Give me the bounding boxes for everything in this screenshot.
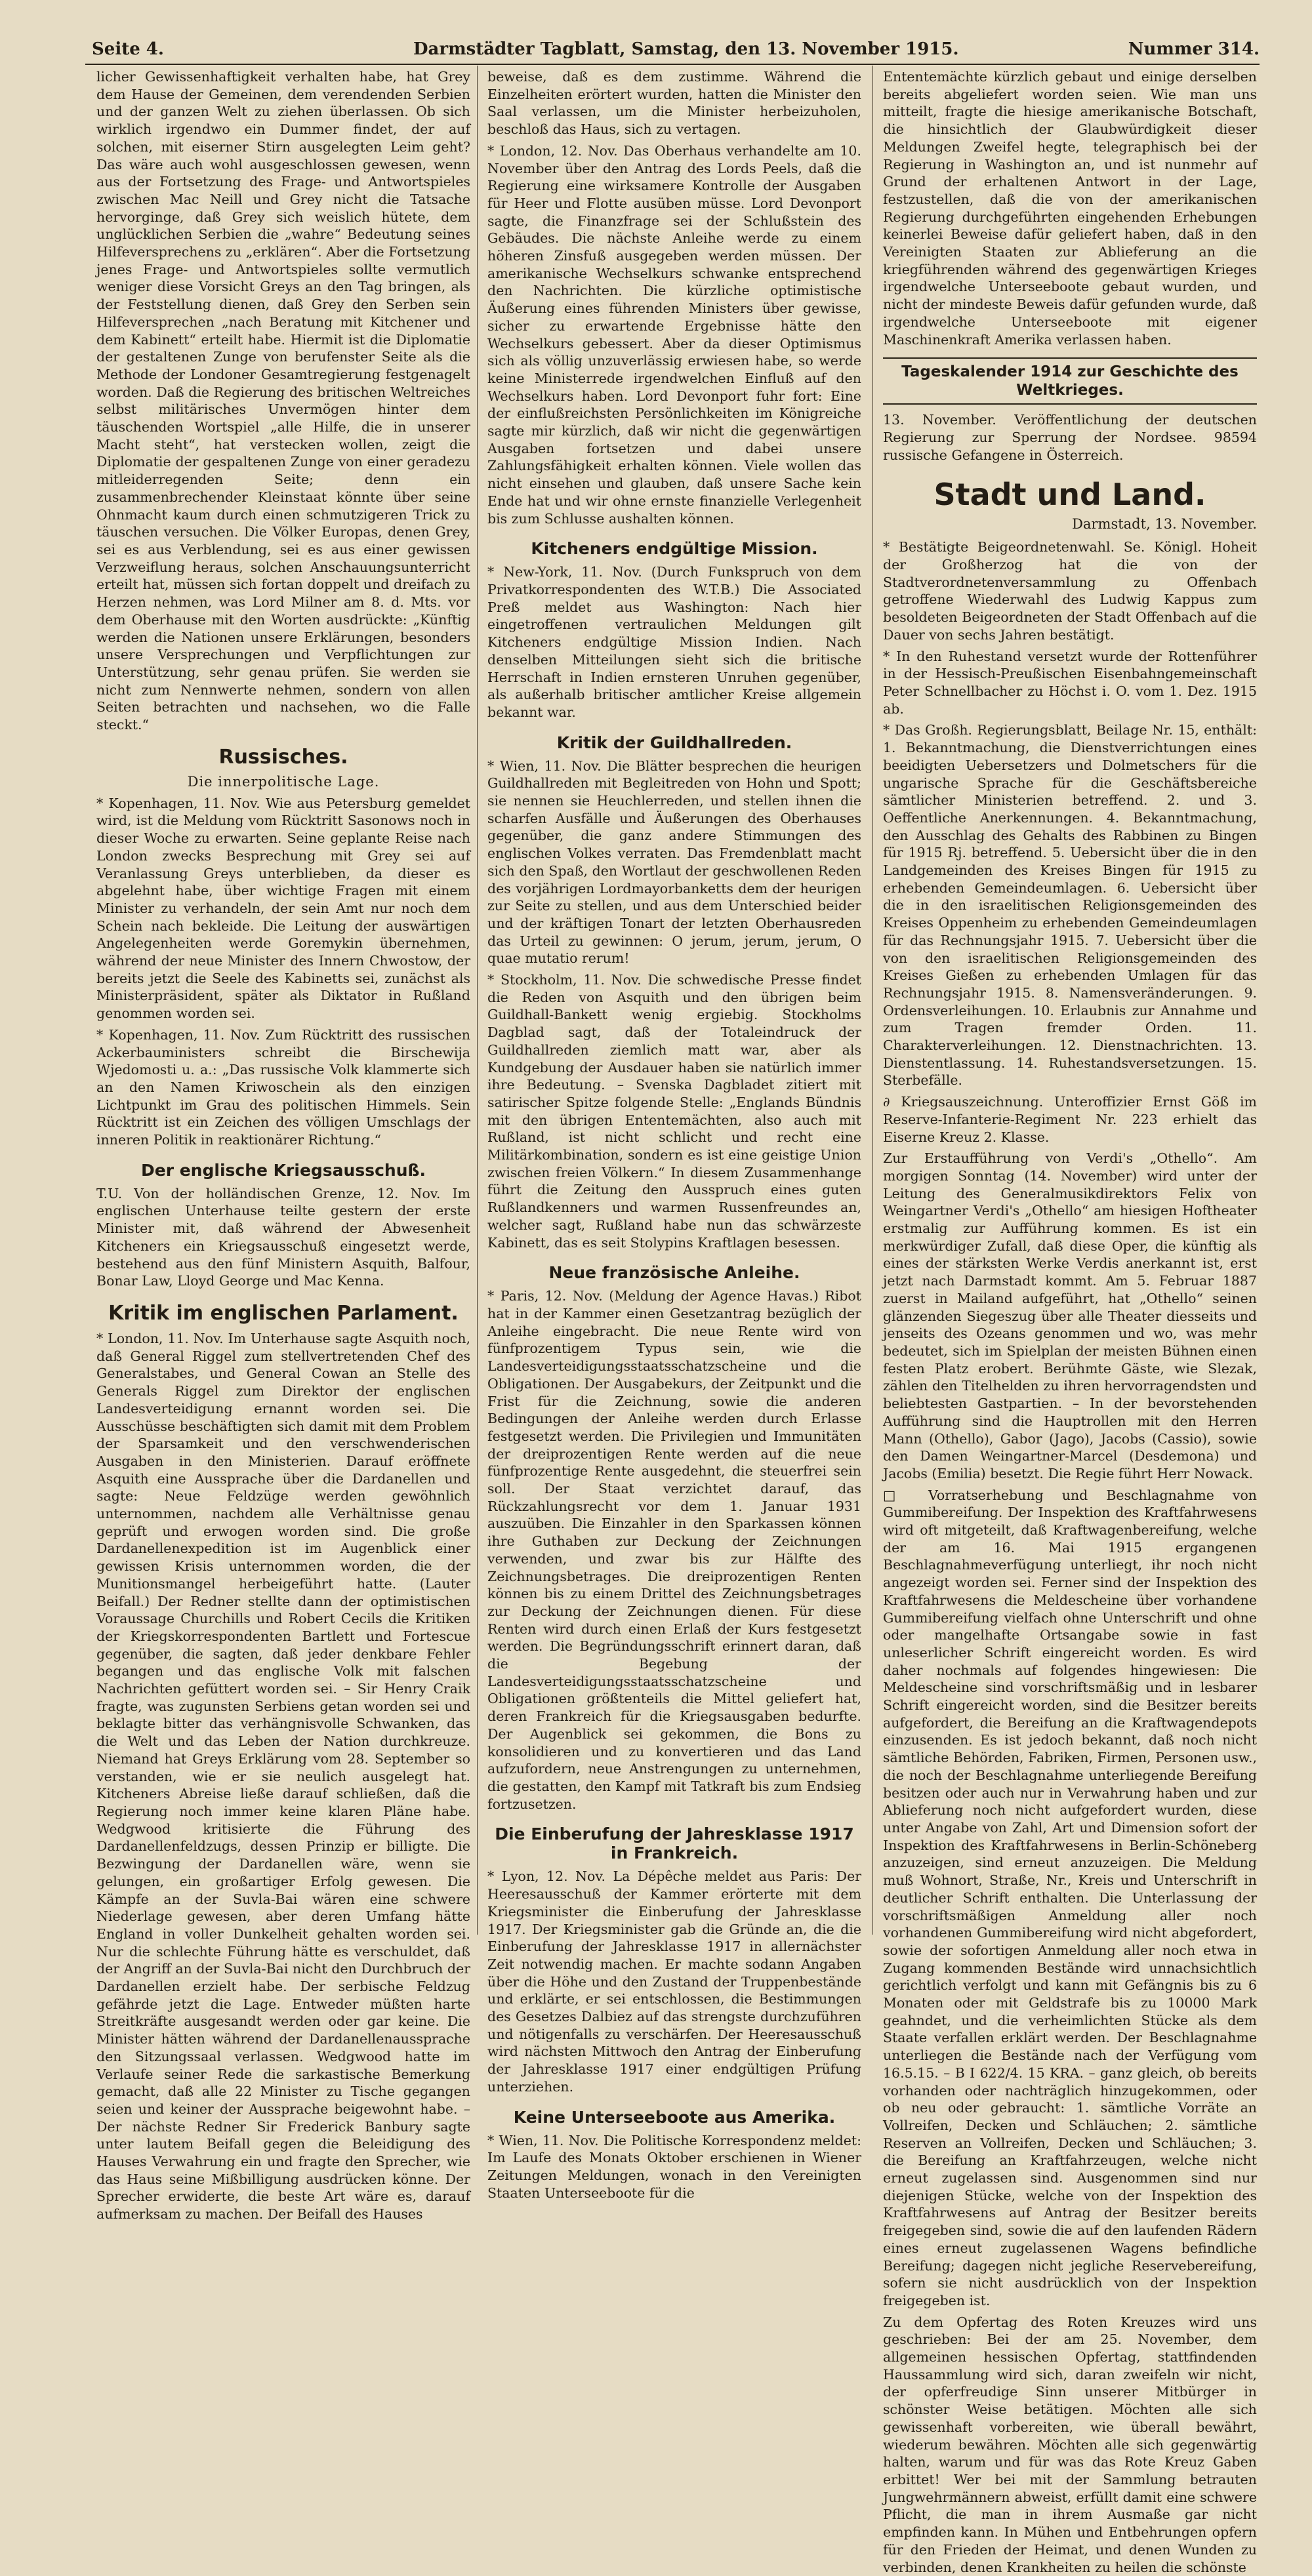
article-oberhaus: * London, 12. Nov. Das Oberhaus verhandelte am 10. November über den Antrag des Lords Peels, daß die Regierung eine wirksamere Kontrolle der Ausgaben für Heer und Flotte ausüben müsse. Lord Devonport sagte, die Finanzfrage sei der Schlußstein des Gebäudes. Die nächste Anleihe werde zu einem höheren Zinsfuß ausgegeben werden müssen. Der amerikanische Wechselkurs schwanke entsprechend den Nachrichten. Die kürzliche optimistische Äußerung eines führenden Ministers über gewisse, sicher zu erwartende Ergebnisse hätte den Wechselkurs gebessert. Aber da dieser Optimismus sich als völlig unzuverlässig erwiesen habe, so werde keine Ministerrede irgendwelchen Einfluß auf den Wechselkurs haben. Lord Devonport fuhr fort: Eine der einflußreichsten Persönlichkeiten im Königreiche sagte mir kürzlich, daß wir nicht die gegenwärtigen Ausgaben fortsetzen und dabei unsere Zahlungsfähigkeit erhalten können. Viele wollen das nicht einsehen und glauben, daß unsere Sache kein Ende hat und wir ohne ernste finanzielle Verlegenheit bis zum Schlusse aushalten können. <box>487 142 861 527</box>
heading-russisches: Russisches. <box>218 745 348 769</box>
tageskalender-heading: Tageskalender 1914 zur Geschichte des Weltkrieges. <box>883 357 1257 405</box>
column-2 <box>487 68 861 2201</box>
masthead-line: Darmstädter Tagblatt, Samstag, den 13. November 1915. <box>413 39 959 59</box>
column-divider-2 <box>872 66 873 1935</box>
article-unterseeboote: * Wien, 11. Nov. Die Politische Korrespondenz meldet: Im Laufe des Monats Oktober erschienen in Wiener Zeitungen Meldungen, wonach in den Vereinigten Staaten Unterseeboote für die <box>487 2132 861 2201</box>
heading-guildhallreden: Kritik der Guildhallreden. <box>556 733 792 752</box>
dateline-darmstadt: Darmstadt, 13. November. <box>1072 516 1257 533</box>
heading-stadt-und-land: Stadt und Land. <box>933 477 1206 513</box>
column-divider-1 <box>477 66 478 1935</box>
page-number: Seite 4. <box>92 39 164 59</box>
tageskalender-entry: 13. November. Veröffentlichung der deutschen Regierung zur Sperrung der Nordsee. 98594 russische Gefangene in Österreich. <box>883 412 1257 463</box>
article-paris-anleihe: * Paris, 12. Nov. (Meldung der Agence Havas.) Ribot hat in der Kammer einen Gesetzantrag bezüglich der Anleihe eingebracht. Die neue Rente wird von fünfprozentigem Typus sein, wie die Landesverteidigungsstaatsschatzscheine und die Obligationen. Der Ausgabekurs, der Zeitpunkt und die Frist für die Zeichnung, sowie die anderen Bedingungen der Anleihe werden durch Erlasse festgesetzt werden. Die Privilegien und Immunitäten der dreiprozentigen Rente werden auf die neue fünfprozentige Rente ausgedehnt, die steuerfrei sein soll. Der Staat verzichtet darauf, das Rückzahlungsrecht vor dem 1. Januar 1931 auszuüben. Die Einzahler in den Sparkassen können ihre Guthaben zur Deckung der Zeichnungen verwenden, und zwar bis zur Hälfte des Zeichnungsbetrages. Die dreiprozentigen Renten können bis zu einem Drittel des Zeichnungsbetrages zur Deckung der Zeichnungen dienen. Für diese Renten wird durch einen Erlaß der Kurs festgesetzt werden. Die Begründungsschrift erinnert daran, daß die Begebung der Landesverteidigungsstaatsschatzscheine und Obligationen größtenteils die Mittel geliefert hat, deren Frankreich für die Kriegsausgaben bedurfte. Der Augenblick sei gekommen, die Bons zu konsolidieren und zu konvertieren und das Land aufzufordern, neue Anstrengungen zu unternehmen, die gestatten, den Kampf mit Tatkraft bis zum Endsieg fortzusetzen. <box>487 1288 861 1812</box>
article-kitcheners-mission: * New-York, 11. Nov. (Durch Funkspruch von dem Privatkorrespondenten des W.T.B.) Die Associated Preß meldet aus Washington: Nach hier eingetroffenen vertraulichen Meldungen gilt Kitcheners endgültige Mission Indien. Nach denselben Mitteilungen sieht sich die britische Herrschaft in Indien ernsteren Unruhen gegenüber, als außerhalb britischer amtlicher Kreise allgemein bekannt war. <box>487 564 861 720</box>
column-3 <box>883 68 1257 2575</box>
page-header <box>92 34 1260 64</box>
heading-unterseeboote: Keine Unterseeboote aus Amerika. <box>513 2107 836 2127</box>
article-wien-guildhall: * Wien, 11. Nov. Die Blätter besprechen die heurigen Guildhallreden mit Begleitreden von Hohn und Spott; sie nennen sie Heuchlerreden, und stellen ihnen die scharfen Ausfälle und Äußerungen des Oberhauses gegenüber, die ganz andere Stimmungen des englischen Volkes verraten. Das Fremdenblatt macht sich den Spaß, den Wortlaut der geschwollenen Reden des vorjährigen Lordmayorbanketts dem der heurigen zur Seite zu stellen, und aus dem Unterschied beider und der kräftigen Tonart der letzten Oberhausreden das Urteil zu gewinnen: O jerum, jerum, jerum, O quae mutatio rerum! <box>487 757 861 967</box>
article-stockholm: * Stockholm, 11. Nov. Die schwedische Presse findet die Reden von Asquith und den übrigen beim Guildhall-Bankett wenig ergiebig. Stockholms Dagblad sagt, daß der Totaleindruck der Guildhallreden ziemlich matt war, aber als Kundgebung der Ausdauer haben sie natürlich immer ihre Bedeutung. – Svenska Dagbladet zitiert mit satirischer Spitze folgende Stelle: „Englands Bündnis mit den übrigen Ententemächten, also auch mit Rußland, ist nicht schlicht und recht eine Militärkombination, sondern es ist eine geistige Union zwischen freien Völkern.“ In diesem Zusammenhange führt die Zeitung den Ausspruch eines guten Rußlandkenners und warmen Russenfreundes an, welcher sagt, Rußland habe nun das schwärzeste Kabinett, das es seit Stolypins Kraftlagen besessen. <box>487 972 861 1251</box>
subheading-innerpolitische-lage: Die innerpolitische Lage. <box>187 773 380 790</box>
article-othello: Zur Erstaufführung von Verdi's „Othello“. Am morgigen Sonntag (14. November) wird unter der Leitung des Generalmusikdirektors Felix von Weingartner Verdi's „Othello“ am hiesigen Hoftheater erstmalig zur Aufführung kommen. Es ist ein merkwürdiger Zufall, daß diese Oper, die künftig als eines der stärksten Werke Verdis anerkannt ist, erst jetzt nach Darmstadt kommt. Am 5. Februar 1887 zuerst in Mailand aufgeführt, hat „Othello“ seinen glänzenden Siegeszug über alle Theater diesseits und jenseits des Ozeans genommen und wo, was mehr bedeutet, sich im Spielplan der meisten Bühnen einen festen Platz erobert. Berühmte Gäste, wie Slezak, zählen den Titelhelden zu ihren hervorragendsten und beliebtesten Gastpartien. – In der bevorstehenden Aufführung sind die Hauptrollen mit den Herren Mann (Othello), Gabor (Jago), Jacobs (Cassio), sowie den Damen Weingartner-Marcel (Desdemona) und Jacobs (Emilia) besetzt. Die Regie führt Herr Nowack. <box>883 1150 1257 1481</box>
heading-jahresklasse: Die Einberufung der Jahresklasse 1917 in Frankreich. <box>495 1824 854 1863</box>
issue-number: Nummer 314. <box>1128 39 1260 59</box>
article-beigeordnetenwahl: * Bestätigte Beigeordnetenwahl. Se. Königl. Hoheit der Großherzog hat die von der Stadtverordnetenversammlung zu Offenbach getroffene Wiederwahl des Ludwig Kappus zum besoldeten Beigeordneten der Stadt Offenbach auf die Dauer von sechs Jahren bestätigt. <box>883 539 1257 643</box>
heading-kriegsausschuss: Der englische Kriegsausschuß. <box>140 1160 426 1180</box>
article-kriegsausschuss: T.U. Von der holländischen Grenze, 12. Nov. Im englischen Unterhause teilte gestern der erste Minister mit, daß während der Abwesenheit Kitcheners ein Kriegsausschuß eingesetzt werde, bestehend aus den fünf Ministern Asquith, Balfour, Bonar Law, Lloyd George und Mac Kenna. <box>96 1185 470 1289</box>
header-rule <box>85 64 1260 65</box>
article-gummibereifung: □ Vorratserhebung und Beschlagnahme von Gummibereifung. Der Inspektion des Kraftfahrwesens wird oft mitgeteilt, daß Kraftwagenbereifung, welche der am 16. Mai 1915 ergangenen Beschlagnahmeverfügung unterliegt, ihr noch nicht angezeigt worden sei. Ferner sind der Inspektion des Kraftfahrwesens die Meldescheine über vorhandene Gummibereifung vielfach ohne Unterschrift und ohne oder mangelhafte Ortsangabe sowie in fast unleserlicher Schrift eingereicht worden. Es wird daher nochmals auf folgendes hingewiesen: Die Meldescheine sind vorschriftsmäßig und in lesbarer Schrift eingereicht worden, sind die Besitzer bereits aufgefordert, die Bereifung an die Kraftwagendepots einzusenden. Es ist jedoch bekannt, daß noch nicht sämtliche Behörden, Fabriken, Firmen, Personen usw., die noch der Beschlagnahme unterliegende Bereifung besitzen oder auch nur in Verwahrung haben und zur Ablieferung noch nicht aufgefordert wurden, diese unter Angabe von Zahl, Art und Dimension sofort der Inspektion des Kraftfahrwesens in Berlin-Schöneberg anzuzeigen, sind erneut anzuzeigen. Die Meldung muß Wohnort, Straße, Nr., Kreis und Unterschrift in deutlicher Schrift enthalten. Die Unterlassung der vorschriftsmäßigen Anmeldung aller noch vorhandenen Gummibereifung wird nicht abgefordert, sowie der sofortigen Anmeldung aller noch etwa in Zugang kommenden Bestände wird unnachsichtlich gerichtlich verfolgt und kann mit Gefängnis bis zu 6 Monaten oder mit Geldstrafe bis zu 10000 Mark geahndet, und die verheimlichten Stücke als dem Staate verfallen erklärt werden. Der Beschlagnahme unterliegen die Bestände nach der Verfügung vom 16.5.15. – B I 622/4. 15 KRA. – ganz gleich, ob bereits vorhanden oder nachträglich hinzugekommen, oder ob neu oder gebraucht: 1. sämtliche Vorräte an Vollreifen, Decken und Schläuchen; 2. sämtliche Reserven an Vollreifen, Decken und Schläuchen; 3. die Bereifung an Kraftfahrzeugen, welche nicht erneut zugelassen sind. Ausgenommen sind nur diejenigen Stücke, welche von der Inspektion des Kraftfahrwesens auf Antrag der Besitzer bereits freigegeben sind, sowie die auf den laufenden Rädern eines erneut zugelassenen Wagens befindliche Bereifung; dagegen nicht jegliche Reservebereifung, sofern sie nicht ausdrücklich von der Inspektion freigegeben ist. <box>883 1487 1257 2308</box>
article-lyon-jahresklasse: * Lyon, 12. Nov. La Dépêche meldet aus Paris: Der Heeresausschuß der Kammer erörterte mit dem Kriegsminister die Einberufung der Jahresklasse 1917. Der Kriegsminister gab die Gründe an, die die Einberufung der Jahresklasse 1917 in allernächster Zeit notwendig machen. Er machte sodann Angaben über die Höhe und den Zustand der Truppenbestände und erklärte, er sei entschlossen, die Bestimmungen des Gesetzes Dalbiez auf das strengste durchzuführen und nötigenfalls zu verschärfen. Der Heeresausschuß wird nächsten Mittwoch den Antrag der Einberufung der Jahresklasse 1917 einer endgültigen Prüfung unterziehen. <box>487 1868 861 2095</box>
column-1 <box>96 68 470 2223</box>
article-beifall-continuation: beweise, daß es dem zustimme. Während die Einzelheiten erörtert wurden, hatten die Minister den Saal verlassen, um die Minister herbeizuholen, beschloß das Haus, sich zu vertagen. <box>487 69 861 138</box>
heading-kitcheners-mission: Kitcheners endgültige Mission. <box>531 539 818 559</box>
article-grey-continuation: licher Gewissenhaftigkeit verhalten habe, hat Grey dem Hause der Gemeinen, dem verendenden Serbien und der ganzen Welt zu ziehen überlassen. Ob sich wirklich irgendwo ein Dummer findet, der auf solchen, mit eiserner Stirn ausgelegten Leim geht? Das wäre auch wohl ausgeschlossen gewesen, wenn aus der Fortsetzung des Frage- und Antwortspieles zwischen Mac Neill und Grey nicht die Tatsache hervorginge, daß Grey sich weislich hütete, dem unglücklichen Serbien die „wahre“ Bedeutung seines Hilfeversprechens zu „erklären“. Aber die Fortsetzung jenes Frage- und Antwortspieles sollte vermutlich weniger diese Vorsicht Greys an den Tag bringen, als der Feststellung dienen, daß Grey den Serben sein Hilfeversprechen „nach Beratung mit Kitchener und dem Kabinett“ erteilt habe. Hiermit ist die Diplomatie der gestaltenen Zunge von berufenster Seite als die Methode der Londoner Gesamtregierung festgenagelt worden. Daß die Regierung des britischen Weltreiches selbst militärisches Unvermögen hinter dem täuschenden Wortspiel „alle Hilfe, die in unserer Macht steht“, hat verstecken wollen, zeigt die Diplomatie der gespaltenen Zunge von einer geradezu mitleiderregenden Seite; denn ein zusammenbrechender Kleinstaat könnte über seine Ohnmacht kaum durch einen schmutzigeren Trick zu täuschen versuchen. Die Völker Europas, denen Grey, sei es aus Verblendung, sei es aus einer gewissen Verzweiflung heraus, solchen Anschauungsunterricht erteilt hat, müssen sich fortan doppelt und dreifach zu Herzen nehmen, was Lord Milner am 8. d. Mts. vor dem Oberhause mit den Worten ausdrückte: „Künftig werden die Nationen unsere Erklärungen, besonders unsere Versprechungen und Verpflichtungen zur Unterstützung, sehr genau prüfen. Sie werden sie nicht zum Nennwerte nehmen, sondern von allen Seiten betrachten und nachsehen, wo die Falle steckt.“ <box>96 69 470 733</box>
heading-franzoesische-anleihe: Neue französische Anleihe. <box>548 1263 800 1283</box>
article-kriegsauszeichnung: ∂ Kriegsauszeichnung. Unteroffizier Ernst Göß im Reserve-Infanterie-Regiment Nr. 223 erhielt das Eiserne Kreuz 2. Klasse. <box>883 1094 1257 1145</box>
article-ruhestand: * In den Ruhestand versetzt wurde der Rottenführer in der Hessisch-Preußischen Eisenbahngemeinschaft Peter Schnellbacher zu Höchst i. O. vom 1. Dez. 1915 ab. <box>883 648 1257 717</box>
article-kopenhagen-1: * Kopenhagen, 11. Nov. Wie aus Petersburg gemeldet wird, ist die Meldung vom Rücktritt Sasonows noch in dieser Woche zu erwarten. Seine geplante Reise nach London zwecks Besprechung mit Grey sei auf Veranlassung Greys unterblieben, da dieser es abgelehnt habe, über wichtige Fragen mit einem Minister zu verhandeln, der sein Amt nur noch dem Schein nach bekleide. Die Leitung der auswärtigen Angelegenheiten werde Goremykin übernehmen, während der neue Minister des Innern Chwostow, der bereits jetzt die Seele des Kabinetts sei, zunächst als Ministerpräsident, später als Diktator in Rußland genommen worden sei. <box>96 795 470 1022</box>
article-regierungsblatt: * Das Großh. Regierungsblatt, Beilage Nr. 15, enthält: 1. Bekanntmachung, die Dienstverrichtungen eines beeidigten Uebersetzers und Dolmetschers für die ungarische Sprache für die Geschäftsbereiche sämtlicher Ministerien betreffend. 2. und 3. Oeffentliche Anerkennungen. 4. Bekanntmachung, den Ausschlag des Gehalts des Rabbinen zu Bingen für 1915 Rj. betreffend. 5. Uebersicht über die in den Landgemeinden des Kreises Bingen für 1915 zu erhebenden Gemeindeumlagen. 6. Uebersicht über die in den israelitischen Religionsgemeinden des Kreises Oppenheim zu erhebenden Gemeindeumlagen für das Rechnungsjahr 1915. 7. Uebersicht über die von den israelitischen Religionsgemeinden des Kreises Gießen zu erhebenden Umlagen für das Rechnungsjahr 1915. 8. Namensveränderungen. 9. Ordensverleihungen. 10. Erlaubnis zur Annahme und zum Tragen fremder Orden. 11. Charakterverleihungen. 12. Dienstnachrichten. 13. Dienstentlassung. 14. Ruhestandsversetzungen. 15. Sterbefälle. <box>883 722 1257 1089</box>
article-unterseeboote-continuation: Ententemächte kürzlich gebaut und einige derselben bereits abgeliefert worden seien. Wie man uns mitteilt, fragte die hiesige amerikanische Botschaft, die hinsichtlich der Glaubwürdigkeit dieser Meldungen Zweifel hegte, telegraphisch bei der Regierung in Washington an, und ist nunmehr auf Grund der erhaltenen Antwort in der Lage, festzustellen, daß die von der amerikanischen Regierung durchgeführten eingehenden Erhebungen keinerlei Beweise dafür geliefert haben, daß in den Vereinigten Staaten zur Ablieferung an die kriegführenden während des gegenwärtigen Krieges irgendwelche Unterseeboote gebaut wurden, und nicht der mindeste Beweis dafür gefunden wurde, daß irgendwelche Unterseeboote mit eigener Maschinenkraft Amerika verlassen haben. <box>883 69 1257 348</box>
article-kritik-parlament: * London, 11. Nov. Im Unterhause sagte Asquith noch, daß General Riggel zum stellvertretenden Chef des Generalstabes, und General Cowan an Stelle des Generals Riggel zum Direktor der englischen Landesverteidigung ernannt worden sei. Die Ausschüsse beschäftigten sich damit mit dem Problem der Sparsamkeit und den verschwenderischen Ausgaben in den Ministerien. Darauf eröffnete Asquith eine Aussprache über die Dardanellen und sagte: Neue Feldzüge werden gewöhnlich unternommen, nachdem alle Verhältnisse genau geprüft und erwogen worden sind. Die große Dardanellenexpedition ist im Augenblick einer gewissen Krisis unternommen worden, die der Munitionsmangel herbeigeführt hatte. (Lauter Beifall.) Der Redner stellte dann der optimistischen Voraussage Churchills und Robert Cecils die Kritiken der Kriegskorrespondenten Bartlett und Fortescue gegenüber, die sagten, daß jeder denkbare Fehler begangen und das englische Volk mit falschen Nachrichten gefüttert worden sei. – Sir Henry Craik fragte, was zugunsten Serbiens getan worden sei und beklagte bitter das verhängnisvolle Schwanken, das die Welt und das Leben der Nation durchkreuze. Niemand hat Greys Erklärung vom 28. September so verstanden, wie er sie neulich ausgelegt hat. Kitcheners Abreise ließe darauf schließen, daß die Regierung noch immer keine klaren Pläne habe. Wedgwood kritisierte die Führung des Dardanellenfeldzugs, dessen Prinzip er billigte. Die Bezwingung der Dardanellen wäre, wenn sie gelungen, ein großartiger Erfolg gewesen. Die Kämpfe an der Suvla-Bai wären eine schwere Niederlage gewesen, aber deren Umfang hätte England in voller Dunkelheit gehalten worden sei. Nur die schlechte Führung hätte es verschuldet, daß der Angriff an der Suvla-Bai nicht den Durchbruch der Dardanellen erzielt habe. Der serbische Feldzug gefährde jetzt die Lage. Entweder müßten harte Streitkräfte ausgesandt werden oder gar keine. Die Minister hätten während der Dardanellenaussprache den Sitzungssaal verlassen. Wedgwood hatte im Verlaufe seiner Rede die sarkastische Bemerkung gemacht, daß alle 22 Minister zu Tische gegangen seien und keiner der Aussprache beigewohnt habe. – Der nächste Redner Sir Frederick Banbury sagte unter lautem Beifall gegen die Beleidigung des Hauses Verwahrung ein und fragte den Sprecher, wie das Haus seine Mißbilligung ausdrücken könne. Der Sprecher erwiderte, die beste Art wäre es, darauf aufmerksam zu machen. Der Beifall des Hauses <box>96 1331 470 2223</box>
heading-kritik-parlament: Kritik im englischen Parlament. <box>108 1302 459 1325</box>
article-opfertag: Zu dem Opfertag des Roten Kreuzes wird uns geschrieben: Bei der am 25. November, dem allgemeinen hessischen Opfertag, stattfindenden Haussammlung wird sich, daran zweifeln wir nicht, der opferfreudige Sinn unserer Mitbürger in schönster Weise betätigen. Möchten alle sich gewissenhaft vorbereiten, wie überall bewährt, wiederum bewähren. Möchten alle sich gegenwärtig halten, warum und für was das Rote Kreuz Gaben erbittet! Wer bei mit der Sammlung betrauten Jungwehrmännern abweist, erfüllt damit eine schwere Pflicht, die man in ihrem Ausmaße gar nicht empfinden kann. In Mühen und Entbehrungen opfern für den Frieden der Heimat, und denen Wunden zu verbinden, denen Krankheiten zu heilen die schönste <box>883 2314 1257 2575</box>
article-kopenhagen-2: * Kopenhagen, 11. Nov. Zum Rücktritt des russischen Ackerbauministers schreibt die Birschewija Wjedomosti u. a.: „Das russische Volk klammerte sich an den Namen Kriwoschein als den einzigen Lichtpunkt im Grau des politischen Himmels. Sein Rücktritt ist ein Zeichen des völligen Umschlags der inneren Politik in reaktionärer Richtung.“ <box>96 1026 470 1148</box>
